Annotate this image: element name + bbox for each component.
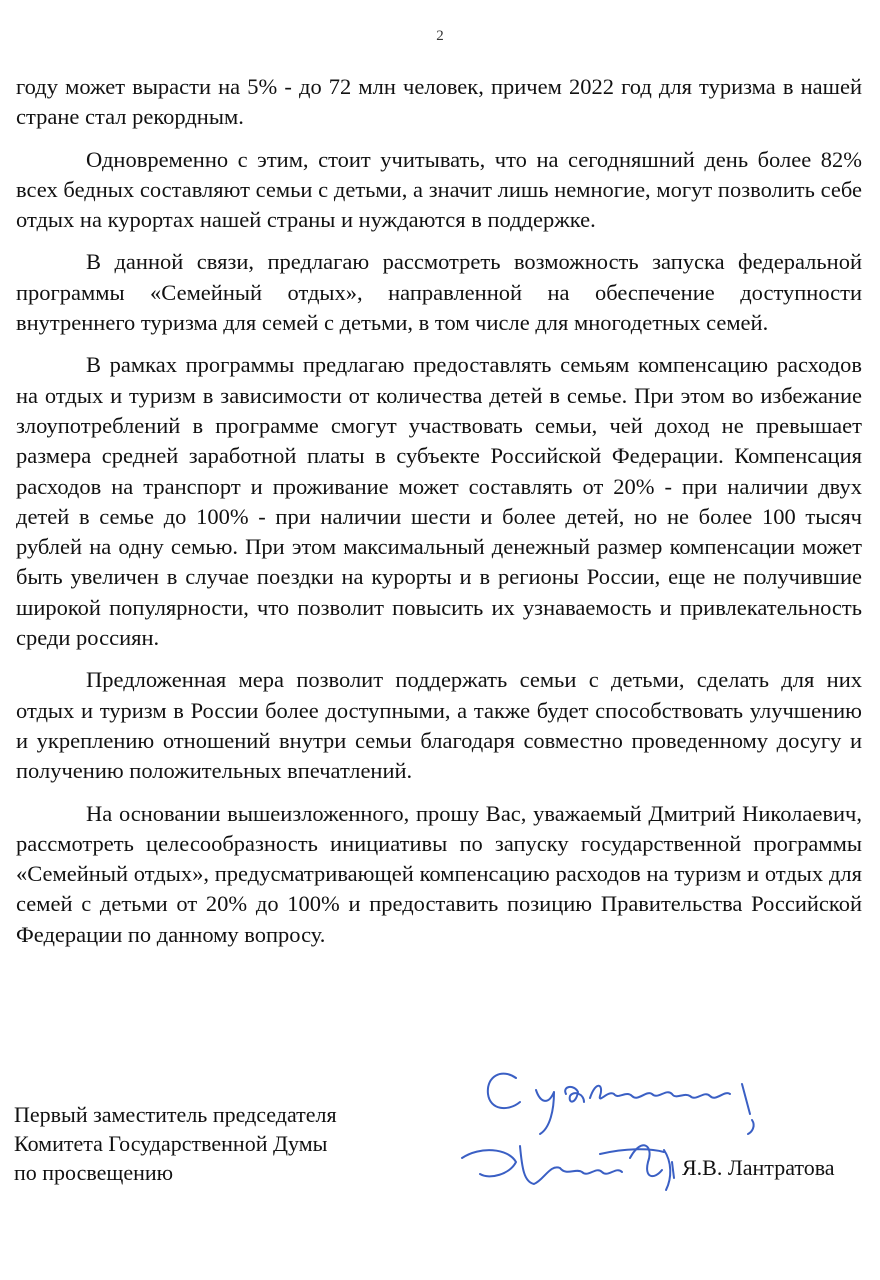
page-number: 2: [436, 28, 444, 44]
paragraph-compensation-details: В рамках программы предлагаю предоставлять семьям компенсацию расходов на отдых и туризм в зависимости от количества детей в семье. При этом во избежание злоупотреблений в программе смогут участвовать семьи, чей доход не превышает размера средней заработной платы в субъекте Российской Федерации. Компенсация расходов на транспорт и проживание может составлять от 20% - при наличии двух детей в семье до 100% - при наличии шести и более детей, но не более 100 тысяч рублей на одну семью. При этом максимальный денежный размер компенсации может быть увеличен в случае поездки на курорты и в регионы России, еще не получившие широкой популярности, что позволит повысить их узнаваемость и привлекательность среди россиян.: [16, 352, 862, 651]
handwritten-signature: [450, 1050, 790, 1210]
signatory-name: Я.В. Лантратова: [682, 1155, 835, 1180]
signatory-position: [14, 1100, 434, 1187]
paragraph-program-proposal: В данной связи, предлагаю рассмотреть возможность запуска федеральной программы «Семейный отдых», направленной на обеспечение доступности внутреннего туризма для семей с детьми, в том числе для многодетных семей.: [16, 249, 862, 336]
letter-body: [16, 72, 862, 962]
paragraph-measure-benefits: Предложенная мера позволит поддержать семьи с детьми, сделать для них отдых и туризм в России более доступными, а также будет способствовать улучшению и укреплению отношений внутри семьи благодаря совместно проведенному досугу и получению положительных впечатлений.: [16, 667, 862, 784]
position-line: Первый заместитель председателя: [14, 1102, 337, 1127]
paragraph-request: На основании вышеизложенного, прошу Вас, уважаемый Дмитрий Николаевич, рассмотреть целесообразность инициативы по запуску государственной программы «Семейный отдых», предусматривающей компенсацию расходов на туризм и отдых для семей с детьми от 20% до 100% и предоставить позицию Правительства Российской Федерации по данному вопросу.: [16, 800, 862, 947]
paragraph-poverty-statistics: Одновременно с этим, стоит учитывать, что на сегодняшний день более 82% всех бедных составляют семьи с детьми, а значит лишь немногие, могут позволить себе отдых на курортах нашей страны и нуждаются в поддержке.: [16, 146, 862, 233]
position-line: по просвещению: [14, 1160, 174, 1185]
position-line: Комитета Государственной Думы: [14, 1131, 328, 1156]
paragraph-continuation: году может вырасти на 5% - до 72 млн человек, причем 2022 год для туризма в нашей стране стал рекордным.: [16, 74, 862, 130]
